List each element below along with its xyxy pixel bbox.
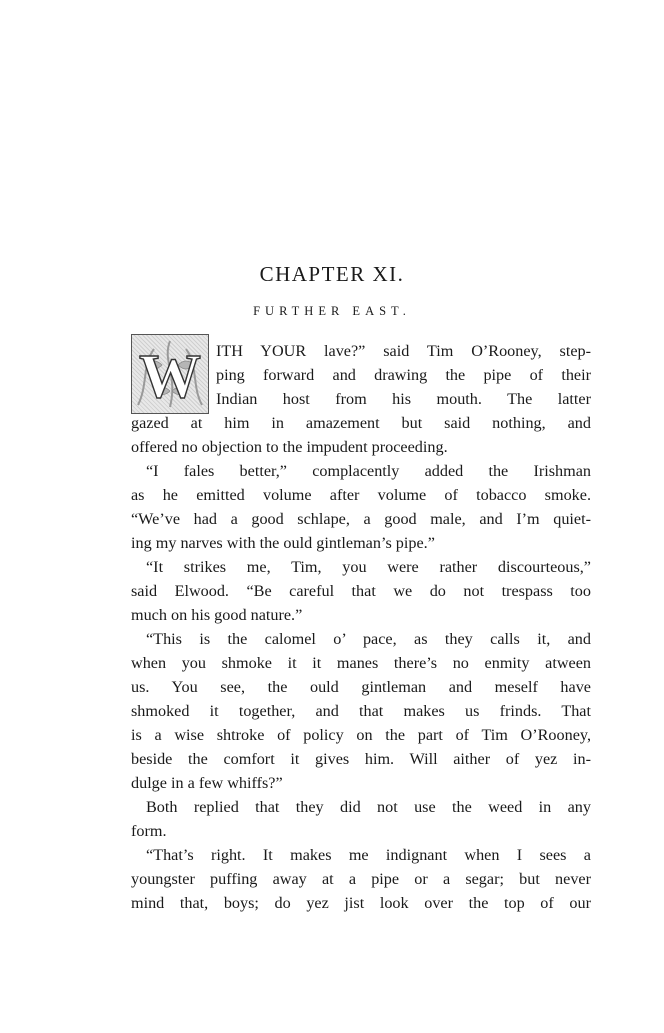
text-line: shmoked it together, and that makes us frinds. That xyxy=(131,702,591,720)
text-line: beside the comfort it gives him. Will aither of yez in- xyxy=(131,750,591,768)
ornament-foliage-icon xyxy=(132,335,208,413)
chapter-title: CHAPTER XI. xyxy=(259,262,405,286)
drop-cap-letter: W xyxy=(139,343,201,411)
text-line: when you shmoke it it manes there’s no enmity atween xyxy=(131,654,591,672)
text-line: “That’s right. It makes me indignant when I sees a xyxy=(146,846,591,864)
text-line: ping forward and drawing the pipe of their xyxy=(216,366,591,384)
text-line: said Elwood. “Be careful that we do not trespass too xyxy=(131,582,591,600)
text-line: ITH YOUR lave?” said Tim O’Rooney, step- xyxy=(216,342,591,360)
text-line: offered no objection to the impudent proceeding. xyxy=(131,438,448,456)
text-line: “I fales better,” complacently added the Irishman xyxy=(146,462,591,480)
text-line: ing my narves with the ould gintleman’s pipe.” xyxy=(131,534,435,552)
text-line: “It strikes me, Tim, you were rather discourteous,” xyxy=(146,558,591,576)
text-line: is a wise shtroke of policy on the part of Tim O’Rooney, xyxy=(131,726,591,744)
text-line: “We’ve had a good schlape, a good male, and I’m quiet- xyxy=(131,510,591,528)
text-line: much on his good nature.” xyxy=(131,606,303,624)
drop-cap-ornament xyxy=(131,334,209,414)
text-line: form. xyxy=(131,822,167,840)
text-line: mind that, boys; do yez jist look over the top of our xyxy=(131,894,591,912)
text-line: youngster puffing away at a pipe or a segar; but never xyxy=(131,870,591,888)
text-line: Both replied that they did not use the weed in any xyxy=(146,798,591,816)
text-line: “This is the calomel o’ pace, as they calls it, and xyxy=(146,630,591,648)
text-line: Indian host from his mouth. The latter xyxy=(216,390,591,408)
text-line: dulge in a few whiffs?” xyxy=(131,774,283,792)
chapter-subtitle: FURTHER EAST. xyxy=(253,304,411,318)
text-line: gazed at him in amazement but said nothing, and xyxy=(131,414,591,432)
text-line: as he emitted volume after volume of tobacco smoke. xyxy=(131,486,591,504)
text-line: us. You see, the ould gintleman and meself have xyxy=(131,678,591,696)
